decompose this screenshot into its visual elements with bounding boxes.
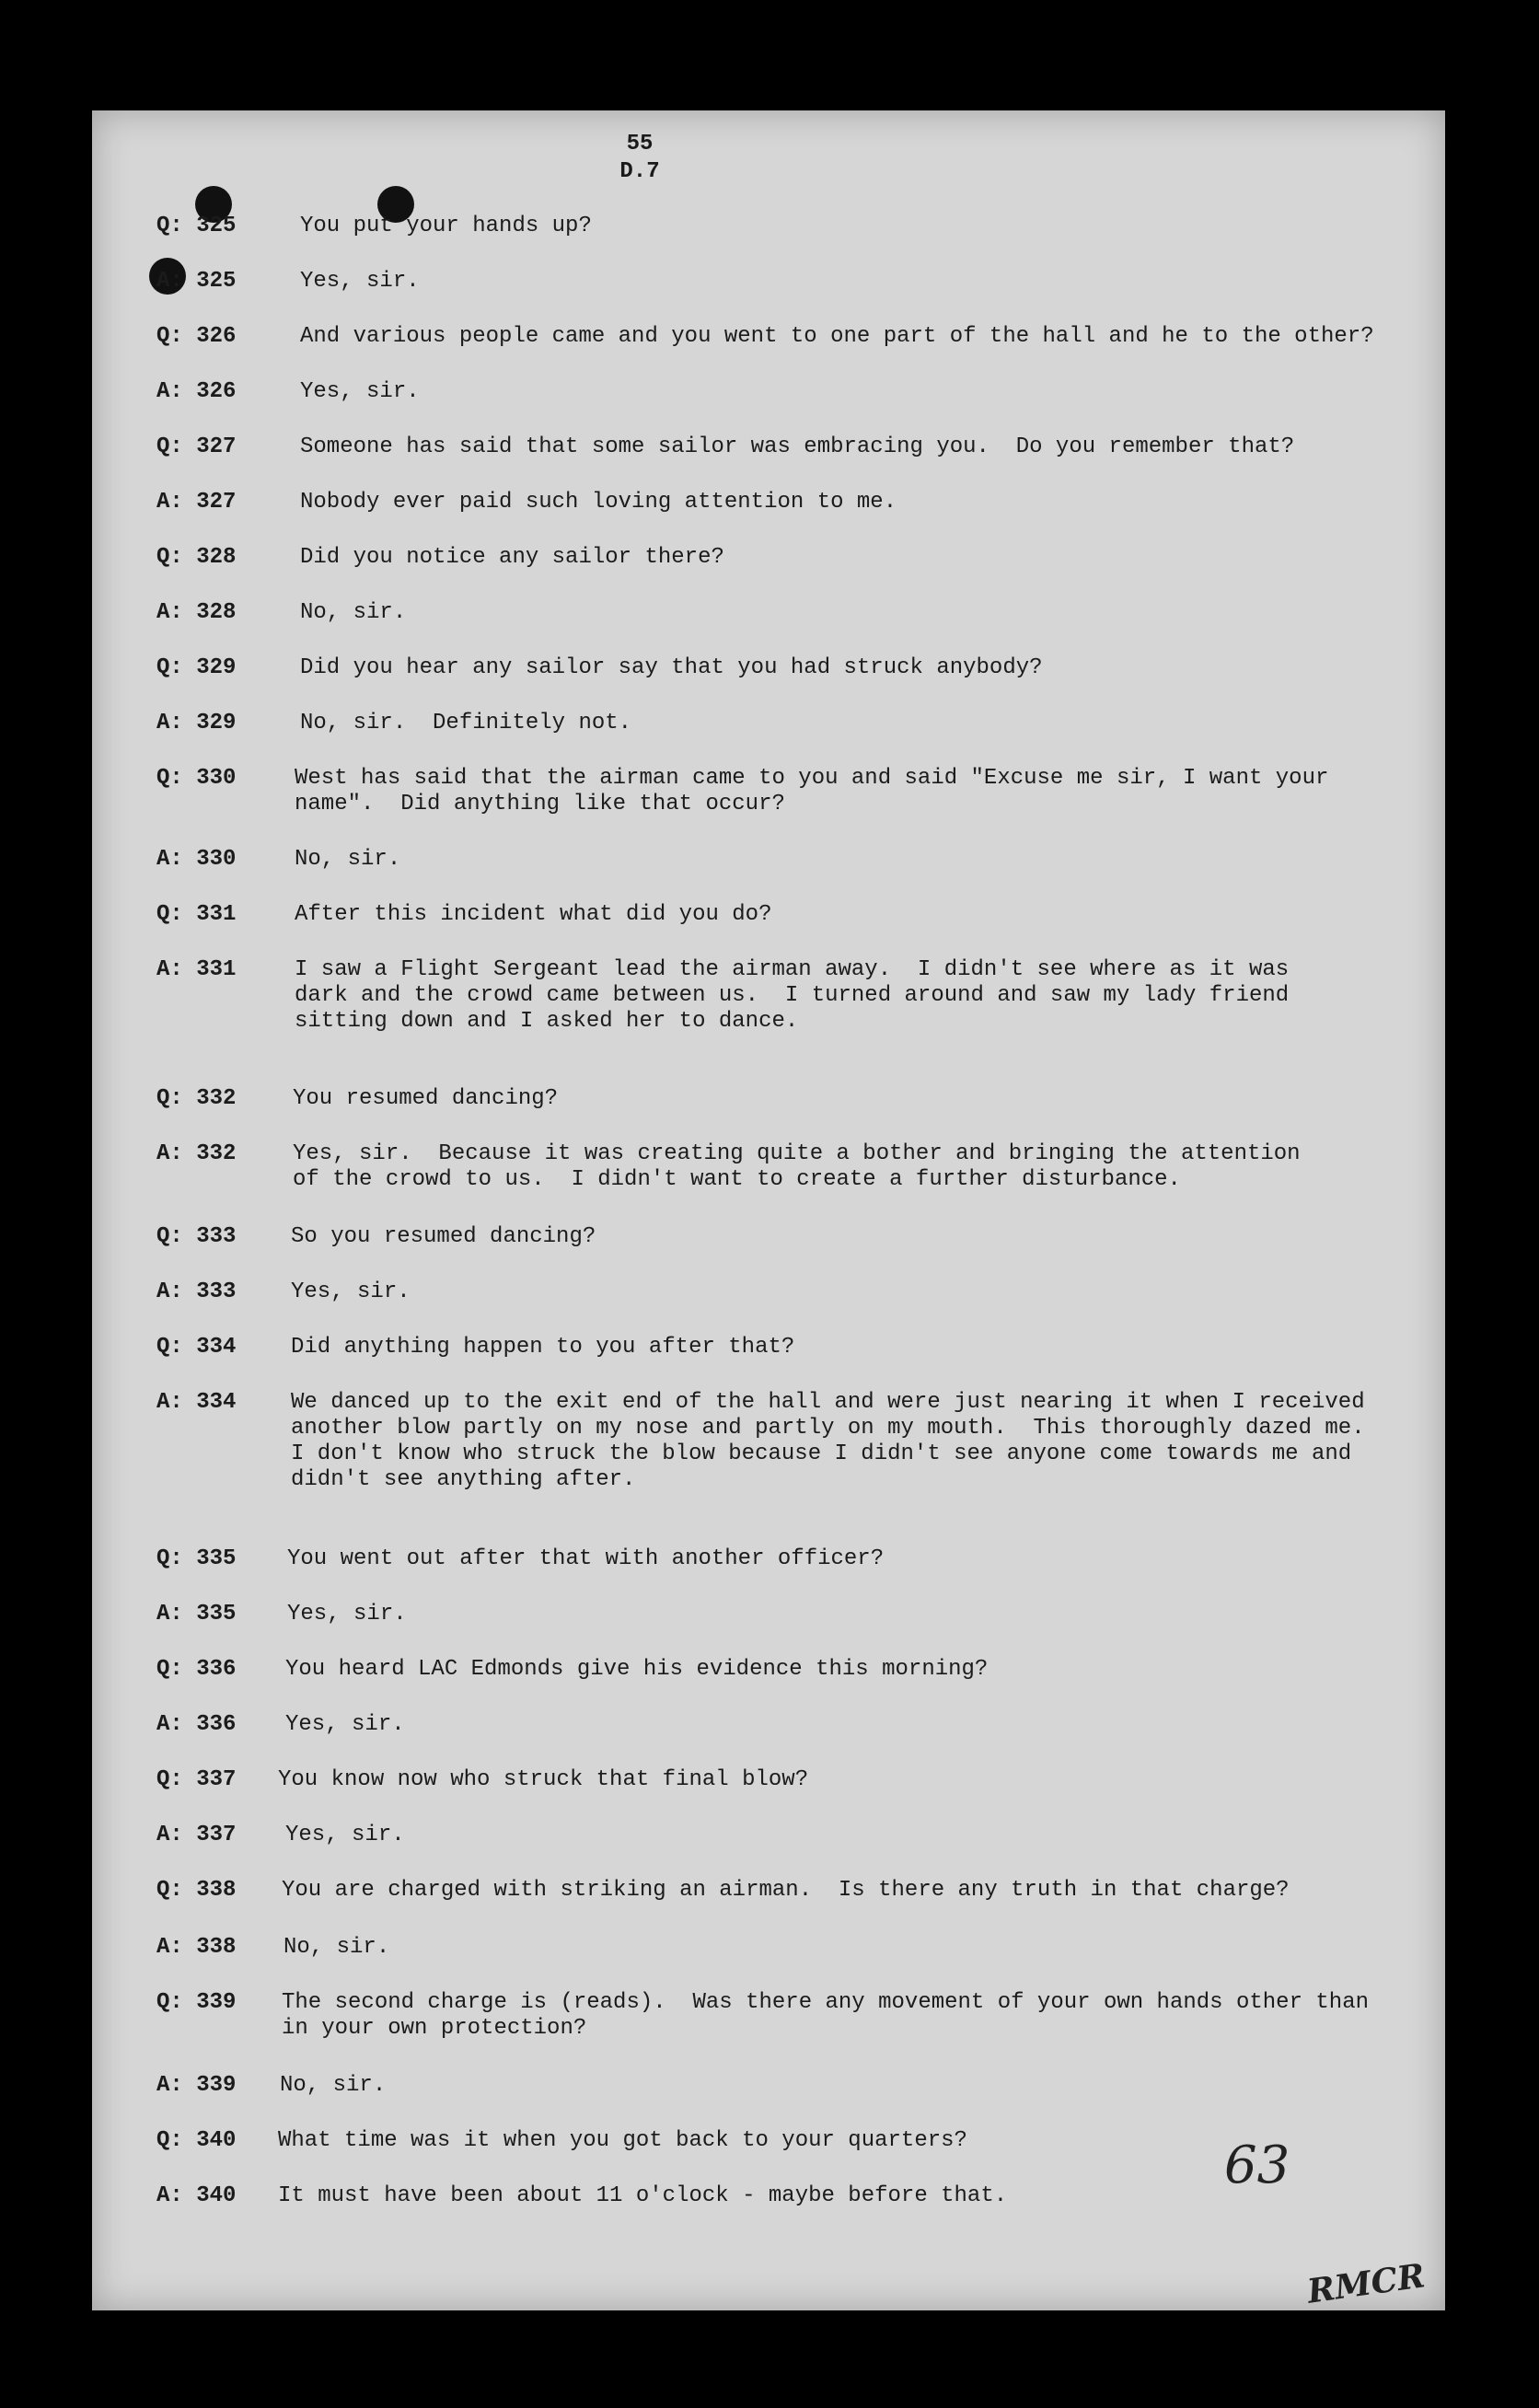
entry-label: A: 332 xyxy=(156,1141,237,1166)
entry-text: After this incident what did you do? xyxy=(295,902,772,927)
entry-text: You put your hands up? xyxy=(300,214,592,238)
entry-label: Q: 326 xyxy=(156,324,237,349)
entry-text: Yes, sir. Because it was creating quite a bother and bringing the attention of the crowd to us. I didn't want to create a further disturbance. xyxy=(293,1141,1301,1192)
entry-text: What time was it when you got back to your quarters? xyxy=(278,2128,967,2153)
entry-text: Yes, sir. xyxy=(291,1279,411,1304)
entry-label: A: 336 xyxy=(156,1712,237,1737)
entry-text: So you resumed dancing? xyxy=(291,1224,596,1249)
entry-text: No, sir. Definitely not. xyxy=(300,711,632,735)
handwritten-page-number: 63 xyxy=(1224,2136,1290,2195)
entry-text: Did you hear any sailor say that you had struck anybody? xyxy=(300,655,1043,680)
entry-label: Q: 334 xyxy=(156,1335,237,1360)
entry-label: Q: 335 xyxy=(156,1546,237,1571)
entry-text: Yes, sir. xyxy=(285,1712,405,1737)
entry-label: A: 326 xyxy=(156,379,237,404)
entry-label: Q: 329 xyxy=(156,655,237,680)
entry-text: You heard LAC Edmonds give his evidence this morning? xyxy=(285,1657,989,1682)
page-header xyxy=(92,131,1187,186)
entry-label: Q: 337 xyxy=(156,1767,237,1792)
entry-text: You resumed dancing? xyxy=(293,1086,559,1111)
page-number: 55 xyxy=(626,132,654,156)
entry-label: Q: 338 xyxy=(156,1878,237,1903)
entry-text: Someone has said that some sailor was embracing you. Do you remember that? xyxy=(300,434,1295,459)
entry-label: A: 340 xyxy=(156,2183,237,2208)
entry-text: Yes, sir. xyxy=(287,1602,407,1627)
entry-text: The second charge is (reads). Was there any movement of your own hands other than in your own protection? xyxy=(282,1990,1369,2041)
entry-label: A: 338 xyxy=(156,1935,237,1960)
entry-text: No, sir. xyxy=(280,2073,387,2098)
entry-text: You are charged with striking an airman. Is there any truth in that charge? xyxy=(282,1878,1290,1903)
entry-label: Q: 332 xyxy=(156,1086,237,1111)
entry-text: Yes, sir. xyxy=(300,379,420,404)
entry-text: No, sir. xyxy=(300,600,407,625)
entry-label: A: 327 xyxy=(156,490,237,515)
entry-label: Q: 327 xyxy=(156,434,237,459)
entry-text: You went out after that with another officer? xyxy=(287,1546,885,1571)
entry-label: Q: 340 xyxy=(156,2128,237,2153)
entry-label: Q: 339 xyxy=(156,1990,237,2015)
entry-text: Did anything happen to you after that? xyxy=(291,1335,795,1360)
entry-text: West has said that the airman came to you and said "Excuse me sir, I want your name". Did anything like that occur? xyxy=(295,766,1329,816)
entry-label: A: 334 xyxy=(156,1390,237,1415)
entry-label: Q: 331 xyxy=(156,902,237,927)
entry-text: Yes, sir. xyxy=(285,1823,405,1847)
entry-text: You know now who struck that final blow? xyxy=(278,1767,809,1792)
entry-text: Did you notice any sailor there? xyxy=(300,545,724,570)
entry-label: A: 337 xyxy=(156,1823,237,1847)
entry-label: Q: 336 xyxy=(156,1657,237,1682)
entry-text: Nobody ever paid such loving attention to me. xyxy=(300,490,897,515)
entry-text: Yes, sir. xyxy=(300,269,420,294)
entry-label: A: 325 xyxy=(156,269,237,294)
entry-text: I saw a Flight Sergeant lead the airman away. I didn't see where as it was dark and the crowd came between us. I turned around and saw my lady friend sitting down and I asked her to dance. xyxy=(295,957,1290,1034)
entry-text: No, sir. xyxy=(295,847,401,872)
entry-label: Q: 325 xyxy=(156,214,237,238)
entry-label: A: 335 xyxy=(156,1602,237,1627)
entry-label: Q: 328 xyxy=(156,545,237,570)
entry-text: No, sir. xyxy=(284,1935,390,1960)
entry-text: We danced up to the exit end of the hall and were just nearing it when I received another blow partly on my nose and partly on my mouth. This thoroughly dazed me. I don't know who struck the blow because I didn't see anyone come towards me and didn't see anything after. xyxy=(291,1390,1365,1492)
entry-label: A: 331 xyxy=(156,957,237,982)
entry-label: Q: 333 xyxy=(156,1224,237,1249)
document-page xyxy=(92,110,1445,2310)
entry-text: And various people came and you went to one part of the hall and he to the other? xyxy=(300,324,1374,349)
entry-text: It must have been about 11 o'clock - maybe before that. xyxy=(278,2183,1008,2208)
entry-label: A: 328 xyxy=(156,600,237,625)
entry-label: A: 339 xyxy=(156,2073,237,2098)
handwritten-initials: RMCR xyxy=(1304,2256,1428,2311)
entry-label: A: 333 xyxy=(156,1279,237,1304)
document-reference: D.7 xyxy=(619,159,660,184)
entry-label: A: 329 xyxy=(156,711,237,735)
entry-label: A: 330 xyxy=(156,847,237,872)
entry-label: Q: 330 xyxy=(156,766,237,791)
